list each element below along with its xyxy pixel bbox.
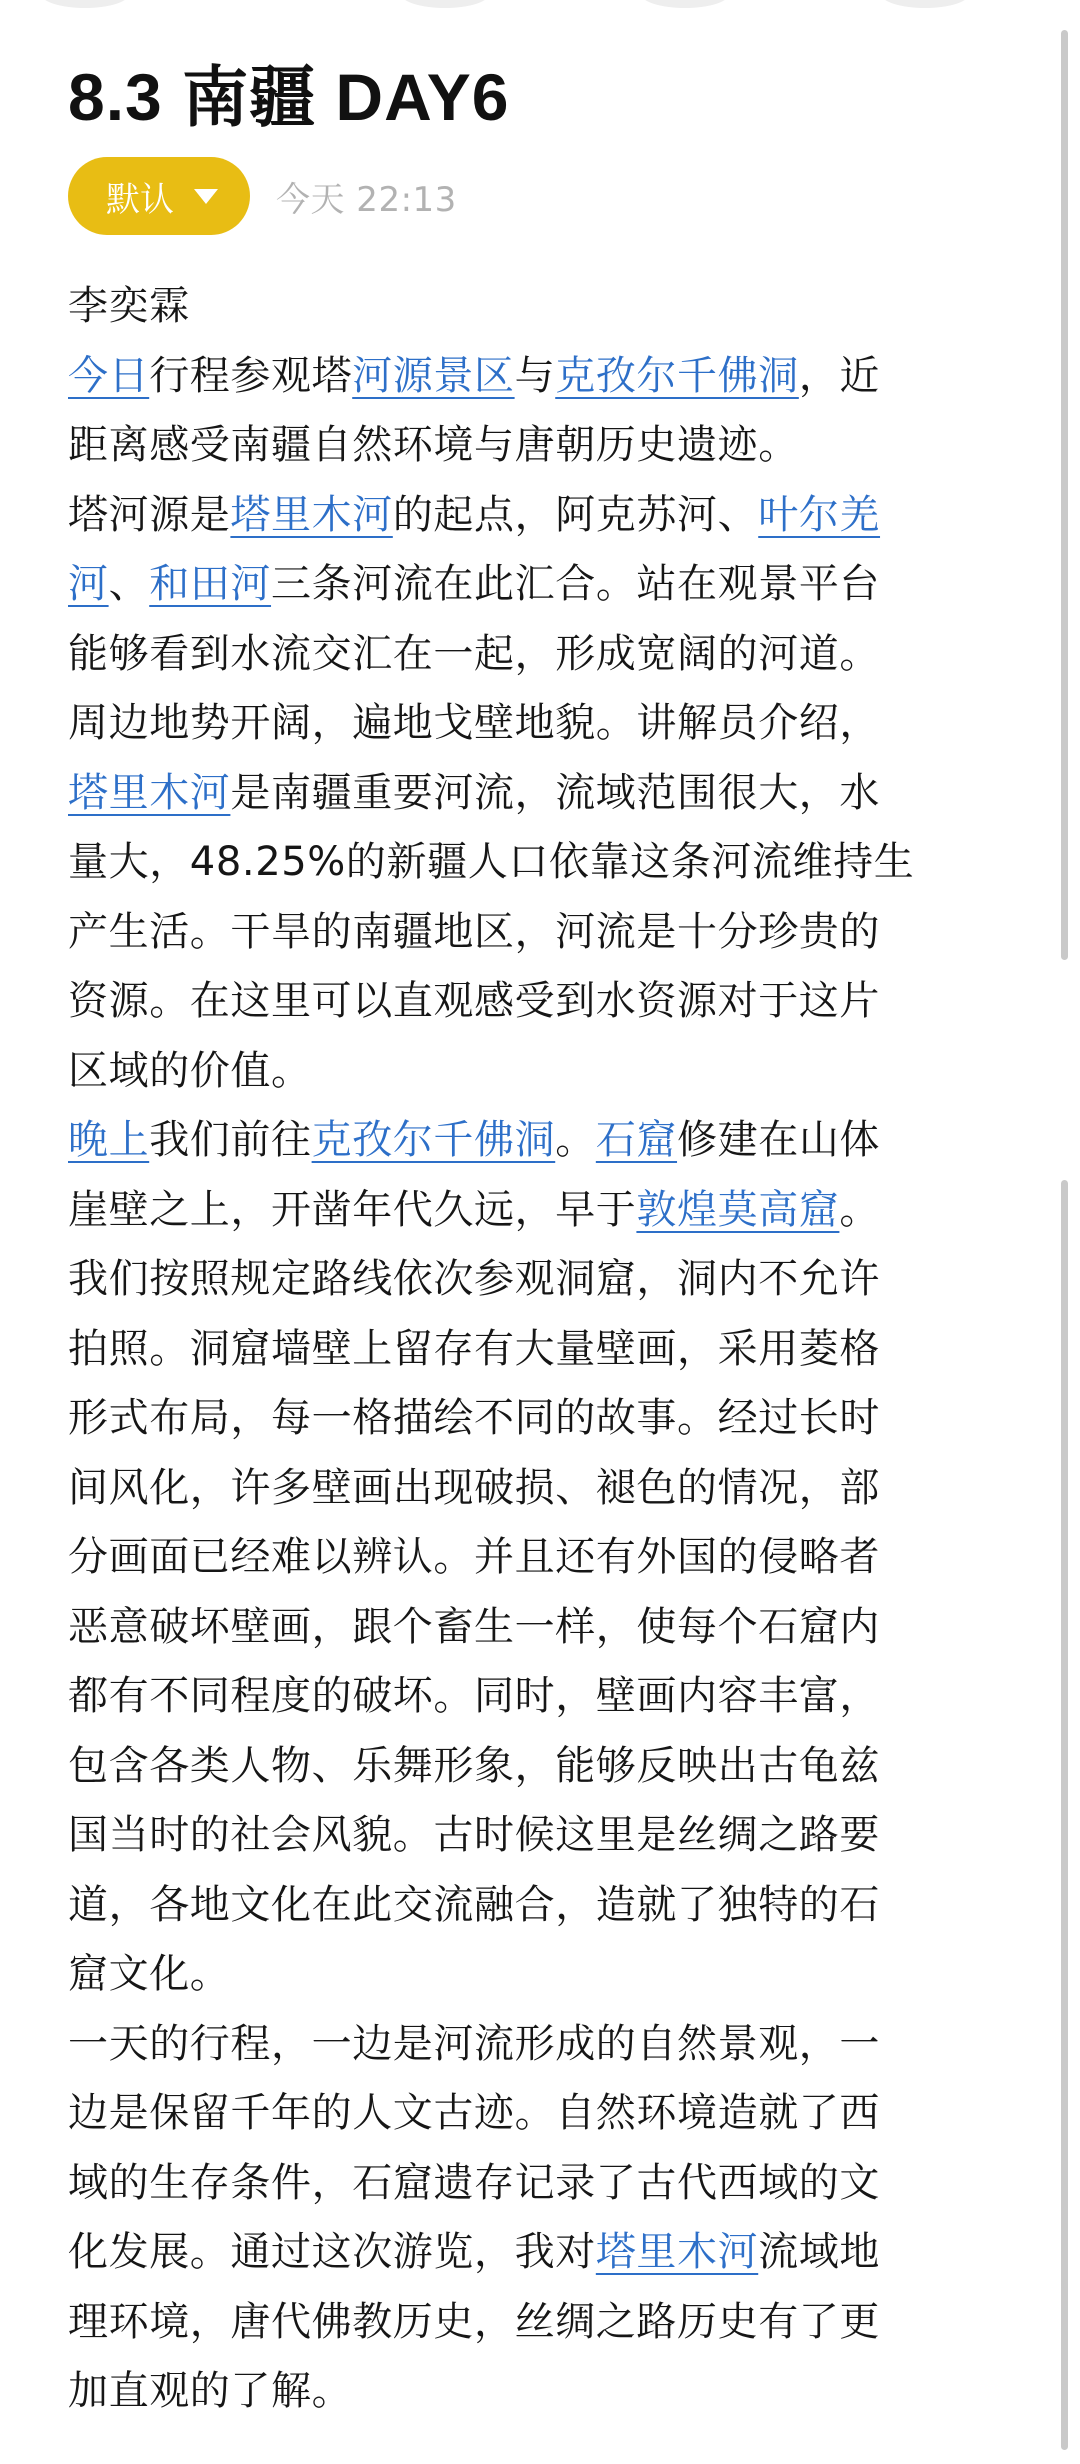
- body-text-segment: 李奕霖: [68, 283, 190, 329]
- body-line: [68, 2149, 1018, 2219]
- body-line: [68, 2218, 1018, 2288]
- body-line: [68, 1940, 1018, 2010]
- body-text-segment: 、: [108, 561, 150, 607]
- body-text-segment: 理环境，唐代佛教历史，丝绸之路历史有了更: [68, 2298, 880, 2345]
- note-title[interactable]: 8.3 南疆 DAY6: [68, 60, 510, 134]
- body-line: [68, 1037, 1018, 1107]
- body-line: [68, 2079, 1018, 2149]
- body-text-segment: 分画面已经难以辨认。并且还有外国的侵略者: [68, 1534, 880, 1580]
- keyword-link[interactable]: 今日: [68, 352, 150, 399]
- scrollbar-lower[interactable]: [1061, 1180, 1068, 2450]
- note-timestamp: 今天 22:13: [276, 179, 457, 220]
- body-text-segment: 产生活。干旱的南疆地区，河流是十分珍贵的: [68, 908, 880, 955]
- body-line: [68, 1176, 1018, 1246]
- body-text-segment: 我们前往: [149, 1117, 312, 1163]
- body-text-segment: 塔河源是: [68, 491, 231, 538]
- body-line: [68, 550, 1018, 620]
- note-meta-row: [68, 156, 1018, 236]
- body-line: [68, 1801, 1018, 1871]
- category-label: 默认: [106, 179, 174, 220]
- keyword-link[interactable]: 河: [68, 561, 109, 607]
- body-text-segment: 能够看到水流交汇在一起，形成宽阔的河道。: [68, 630, 880, 677]
- body-text-segment: 边是保留千年的人文古迹。自然环境造就了西: [68, 2090, 880, 2136]
- body-text-segment: 崖壁之上，开凿年代久远，早于: [68, 1186, 637, 1233]
- body-text-segment: 。: [839, 1186, 881, 1233]
- body-text-segment: 形式布局，每一格描绘不同的故事。经过长时: [68, 1395, 880, 1441]
- body-text-segment: 距离感受南疆自然环境与唐朝历史遗迹。: [68, 422, 799, 468]
- body-line: [68, 481, 1018, 551]
- note-editor: [68, 0, 1018, 2427]
- body-text-segment: 区域的价值。: [68, 1047, 312, 1094]
- body-text-segment: 加直观的了解。: [68, 2368, 353, 2414]
- body-text-segment: 修建在山体: [677, 1117, 881, 1163]
- body-text-segment: 恶意破坏壁画，跟个畜生一样，使每个石窟内: [68, 1603, 880, 1650]
- body-text-segment: 拍照。洞窟墙壁上留存有大量壁画，采用菱格: [68, 1325, 880, 1372]
- body-text-segment: 的起点，阿克苏河、: [392, 491, 759, 538]
- body-line: [68, 1454, 1018, 1524]
- body-line: [68, 272, 1018, 342]
- body-text-segment: 间风化，许多壁画出现破损、褪色的情况，部: [68, 1464, 880, 1511]
- body-line: [68, 1871, 1018, 1941]
- body-line: [68, 1662, 1018, 1732]
- body-line: [68, 1732, 1018, 1802]
- body-text-segment: 窟文化。: [68, 1951, 231, 1997]
- keyword-link[interactable]: 塔里木河: [230, 491, 393, 538]
- keyword-link[interactable]: 敦煌莫高窟: [636, 1186, 840, 1233]
- body-text-segment: 量大，48.25%的新疆人口依靠这条河流维持生: [68, 839, 915, 885]
- body-text-segment: ，近: [798, 352, 881, 399]
- body-text-segment: 流域地: [758, 2229, 881, 2275]
- body-text-segment: 我们按照规定路线依次参观洞窟，洞内不允许: [68, 1256, 880, 1302]
- body-text-segment: 化发展。通过这次游览，我对: [68, 2229, 596, 2275]
- keyword-link[interactable]: 和田河: [149, 561, 272, 607]
- caret-down-icon: [194, 189, 218, 204]
- category-dropdown-button[interactable]: [68, 157, 250, 235]
- body-line: [68, 898, 1018, 968]
- keyword-link[interactable]: 叶尔羌: [758, 491, 881, 538]
- body-line: [68, 1384, 1018, 1454]
- note-body[interactable]: [68, 272, 1018, 2427]
- body-line: [68, 1245, 1018, 1315]
- body-line: [68, 411, 1018, 481]
- keyword-link[interactable]: 克孜尔千佛洞: [311, 1117, 556, 1163]
- keyword-link[interactable]: 克孜尔千佛洞: [555, 352, 799, 399]
- body-line: [68, 2288, 1018, 2358]
- body-line: [68, 2357, 1018, 2427]
- keyword-link[interactable]: 塔里木河: [68, 769, 231, 816]
- body-text-segment: 国当时的社会风貌。古时候这里是丝绸之路要: [68, 1812, 880, 1858]
- body-line: [68, 1315, 1018, 1385]
- body-line: [68, 1523, 1018, 1593]
- body-line: [68, 1106, 1018, 1176]
- body-text-segment: 包含各类人物、乐舞形象，能够反映出古龟兹: [68, 1742, 880, 1789]
- body-line: [68, 828, 1018, 898]
- body-text-segment: 资源。在这里可以直观感受到水资源对于这片: [68, 978, 880, 1024]
- body-text-segment: 域的生存条件，石窟遗存记录了古代西域的文: [68, 2159, 880, 2206]
- body-line: [68, 620, 1018, 690]
- body-line: [68, 689, 1018, 759]
- body-text-segment: 。: [555, 1117, 596, 1163]
- body-line: [68, 967, 1018, 1037]
- body-text-segment: 一天的行程，一边是河流形成的自然景观，一: [68, 2020, 880, 2067]
- body-line: [68, 1593, 1018, 1663]
- body-text-segment: 道，各地文化在此交流融合，造就了独特的石: [68, 1881, 880, 1928]
- keyword-link[interactable]: 塔里木河: [595, 2229, 759, 2275]
- scrollbar-upper[interactable]: [1061, 30, 1068, 960]
- body-text-segment: 是南疆重要河流，流域范围很大，水: [230, 769, 881, 816]
- body-text-segment: 都有不同程度的破坏。同时，壁画内容丰富，: [68, 1673, 880, 1719]
- body-text-segment: 周边地势开阔，遍地戈壁地貌。讲解员介绍，: [68, 700, 880, 746]
- body-line: [68, 342, 1018, 412]
- keyword-link[interactable]: 晚上: [68, 1117, 150, 1163]
- body-line: [68, 2010, 1018, 2080]
- keyword-link[interactable]: 石窟: [595, 1117, 678, 1163]
- body-text-segment: 行程参观塔: [149, 352, 353, 399]
- body-line: [68, 759, 1018, 829]
- body-text-segment: 与: [514, 352, 556, 399]
- body-text-segment: 三条河流在此汇合。站在观景平台: [271, 561, 881, 607]
- keyword-link[interactable]: 河源景区: [352, 352, 515, 399]
